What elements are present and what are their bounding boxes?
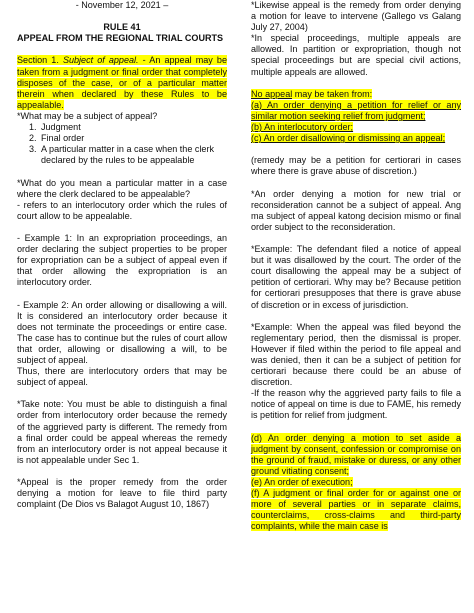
- right-column: [251, 0, 461, 533]
- item-e: (e) An order of execution;: [251, 477, 353, 488]
- document-title: APPEAL FROM THE REGIONAL TRIAL COURTS: [17, 33, 224, 44]
- special-proceedings-paragraph: *In special proceedings, multiple appeals are allowed. In partition or expropriation, though not special proceedings but are special civil actions, multiple appeals are allowed.: [251, 33, 461, 77]
- section-1: [17, 55, 227, 110]
- answer-particular-matter: - refers to an interlocutory order which the rules of court allow to be appealable.: [17, 199, 227, 221]
- example-2: - Example 2: An order allowing or disallowing a will. It is considered an interlocutory order because it does not terminate the proceedings or entire case. The case has to continue but the rules of court allow that order, allowing or disallowing a will, to be subject of appeal.: [17, 299, 227, 365]
- likewise-paragraph: *Likewise appeal is the remedy from order denying a motion for leave to intervene (Gallego vs Galang July 27, 2004): [251, 0, 461, 33]
- section-1-label: Section 1.: [17, 55, 59, 66]
- take-note-paragraph: *Take note: You must be able to distinguish a final order from interlocutory order because the remedy of the aggrieved party is different. The remedy from a final order could be appeal whereas the remedy from an interlocutory order is not appeal because it is not appealable under Sec 1.: [17, 399, 227, 465]
- item-d: (d) An order denying a motion to set aside a judgment by consent, confession or compromise on the ground of fraud, mistake or duress, or any other ground vitiating consent;: [251, 432, 461, 476]
- example-filed-beyond: *Example: When the appeal was filed beyond the reglementary period, then the dismissal is proper. However if filed within the period to file appeal and was denied, then it can be a subject of petition for certiorari because there could be an abuse of discretion.: [251, 321, 461, 388]
- new-trial-paragraph: *An order denying a motion for new trial or reconsideration cannot be a subject of appeal. Ang ma subject of appeal katong decision mismo or final order subject to the reconsideration.: [251, 188, 461, 232]
- example-1: - Example 1: In an expropriation proceedings, an order declaring the subject properties to be proper for expropriation can be a subject of appeal even if that order allowing the expropriation is an interlocutory order.: [17, 232, 227, 288]
- list-item: 1. Judgment: [39, 122, 227, 133]
- certiorari-note: (remedy may be a petition for certiorari in cases where there is grave abuse of discretion.): [251, 155, 461, 177]
- appeal-proper-remedy: *Appeal is the proper remedy from the order denying a motion for leave to file third party complaint (De Dios vs Balagot August 10, 1867): [17, 477, 227, 510]
- example-defendant: *Example: The defendant filed a notice of appeal but it was disallowed by the court. The order of the court disallowing the appeal may be a subject of petition of certiorari. Why may be? Because petition for certiorari presupposes that there is grave abuse of discretion or in excess of jurisdiction.: [251, 244, 461, 310]
- left-column: [17, 0, 227, 510]
- fame-paragraph: -If the reason why the aggrieved party fails to file a notice of appeal on time is due to FAME, his remedy is petition for relief from judgment.: [251, 388, 461, 421]
- section-1-text: - An appeal may be taken from a judgment or final order that completely disposes of the case, or of a particular matter therein when declared by these Rules to be appealable.: [17, 55, 227, 110]
- list-item: 2. Final order: [39, 133, 227, 144]
- subject-list: [17, 122, 227, 166]
- item-f: (f) A judgment or final order for or against one or more of several parties or in separate claims, counterclaims, cross-claims and third-party complaints, while the main case is: [251, 488, 461, 532]
- no-appeal-rest: may be taken from:: [292, 88, 373, 99]
- section-1-subject: Subject of appeal.: [62, 55, 139, 66]
- item-c: (c) An order disallowing or dismissing an appeal;: [251, 133, 446, 144]
- no-appeal-heading: [251, 89, 461, 100]
- question-particular-matter: *What do you mean a particular matter in a case where the clerk declared to be appealable?: [17, 177, 227, 199]
- rule-heading: RULE 41: [103, 22, 141, 33]
- list-item: 3. A particular matter in a case when the clerk declared by the rules to be appealable: [39, 144, 227, 166]
- thus-paragraph: Thus, there are interlocutory orders that may be subject of appeal.: [17, 366, 227, 388]
- date-line: - November 12, 2021 –: [75, 0, 169, 10]
- question-subject-of-appeal: *What may be a subject of appeal?: [17, 110, 158, 121]
- item-a: (a) An order denying a petition for relief or any similar motion seeking relief from judgment;: [251, 99, 461, 121]
- item-b: (b) An interlocutory order;: [251, 122, 354, 133]
- no-appeal-label: No appeal: [251, 88, 293, 99]
